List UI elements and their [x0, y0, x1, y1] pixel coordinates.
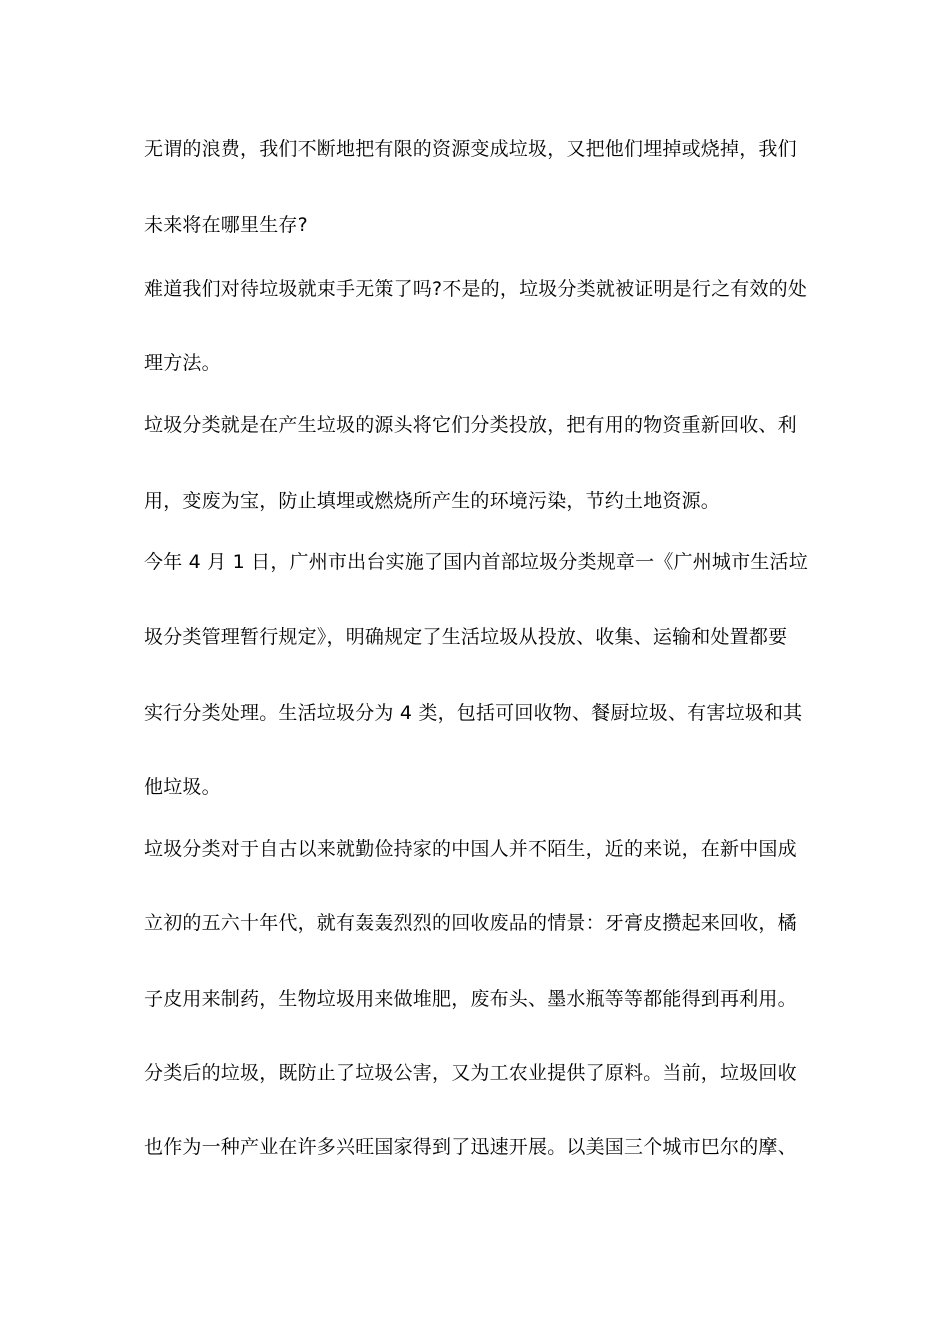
text-line: 也作为一种产业在许多兴旺国家得到了迅速开展。以美国三个城市巴尔的摩、	[144, 1136, 797, 1158]
text-line: 实行分类处理。生活垃圾分为 4 类，包括可回收物、餐厨垃圾、有害垃圾和其	[144, 702, 803, 724]
text-line: 子皮用来制药，生物垃圾用来做堆肥，废布头、墨水瓶等等都能得到再利用。	[144, 988, 797, 1010]
text-line: 未来将在哪里生存?	[144, 214, 308, 236]
text-line: 立初的五六十年代，就有轰轰烈烈的回收废品的情景：牙膏皮攒起来回收，橘	[144, 912, 797, 934]
text-line: 分类后的垃圾，既防止了垃圾公害，又为工农业提供了原料。当前，垃圾回收	[144, 1062, 797, 1084]
text-line: 今年 4 月 1 日，广州市出台实施了国内首部垃圾分类规章一《广州城市生活垃	[144, 551, 808, 573]
text-line: 垃圾分类对于自古以来就勤俭持家的中国人并不陌生，近的来说，在新中国成	[144, 838, 797, 860]
text-line: 圾分类管理暂行规定》，明确规定了生活垃圾从投放、收集、运输和处置都要	[144, 626, 788, 648]
text-line: 他垃圾。	[144, 776, 221, 798]
text-line: 垃圾分类就是在产生垃圾的源头将它们分类投放，把有用的物资重新回收、利	[144, 414, 797, 436]
text-line: 难道我们对待垃圾就束手无策了吗?不是的，垃圾分类就被证明是行之有效的处	[144, 278, 808, 300]
text-line: 无谓的浪费，我们不断地把有限的资源变成垃圾，又把他们埋掉或烧掉，我们	[144, 138, 797, 160]
text-line: 用，变废为宝，防止填埋或燃烧所产生的环境污染，节约土地资源。	[144, 490, 721, 512]
text-line: 理方法。	[144, 352, 221, 374]
